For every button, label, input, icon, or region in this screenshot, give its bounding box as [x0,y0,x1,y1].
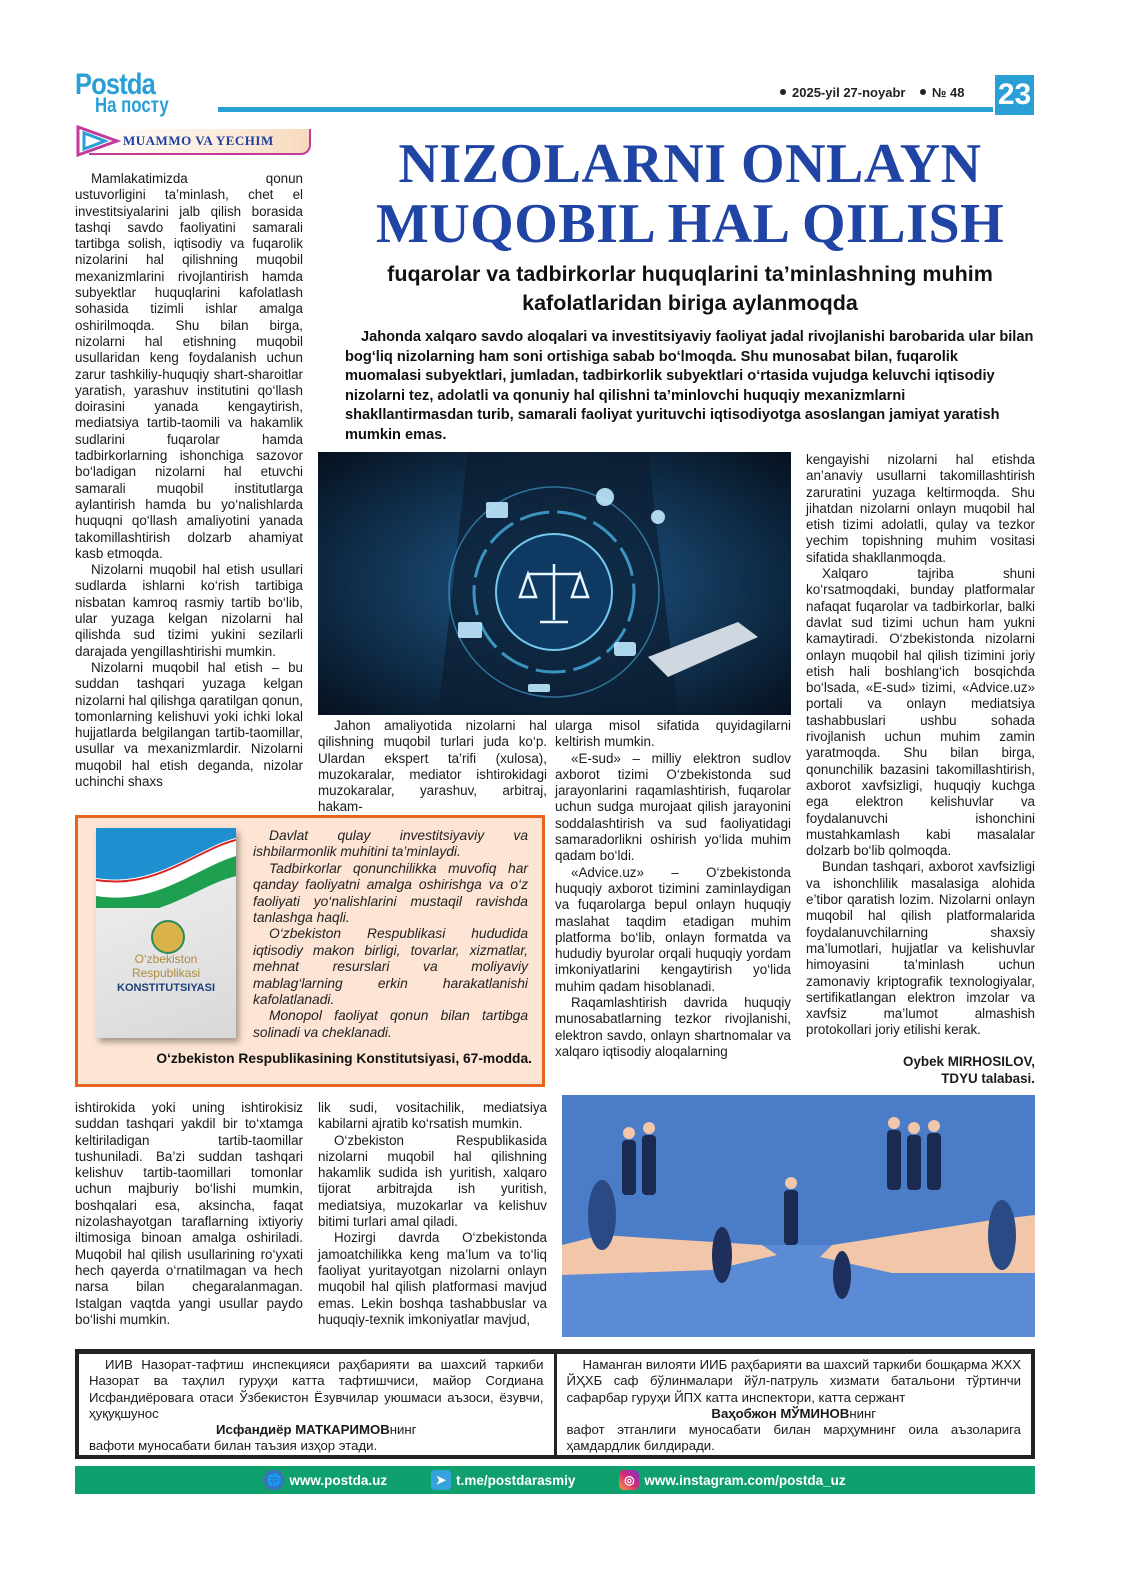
author-name: Oybek MIRHOSILOV, [903,1053,1035,1069]
paragraph: «Advice.uz» – O‘zbekistonda huquqiy axborot tizimini zaminlaydigan va fuqarolarga bepul onlayn huquqiy maslahat taqdim etadigan muhim platforma bo‘lib, onlayn formatda va hududiy byurolar orqali huquqiy yordam imkoniyatlarini kengaytirish yo‘lida muhim qadam hisoblanadi. [555,864,791,994]
state-emblem-icon [151,920,185,954]
instagram-icon: ◎ [619,1470,639,1490]
telegram-icon: ➤ [431,1470,451,1490]
paragraph: ishtirokida yoki uning ishtirokisiz suddan tashqari yakdil bir to‘xtamga keltiriladigan tartib-taomillar tushuniladi. Ba’zi suddan tashqari kelishuv tartib-taomillari tomonlar uchun majburiy bo‘lishi mumkin, boshqalari esa, aksincha, faqat nizolashayotgan taraflarning ixtiyoriy iltimosiga binoan amalga oshiriladi. Muqobil hal qilish usullarining ro‘yxati hech qayerda o‘rnatilmagan va hech narsa bilan chegaralanmagan. Istalgan vaqtda yangi usullar paydo bo‘lishi mumkin. [75,1100,303,1327]
globe-icon: 🌐 [264,1470,284,1490]
instagram-link[interactable] [619,1470,845,1490]
handshake-icon [596,488,614,506]
quote-text [253,828,528,1041]
quote-source: O‘zbekiston Respublikasining Konstitutsiyasi, 67-modda. [156,1051,532,1066]
obituary-left [79,1354,557,1455]
website-url[interactable]: www.postda.uz [289,1472,388,1488]
lead-paragraph [345,328,1035,446]
footer-bar [75,1466,1035,1494]
telegram-url[interactable]: t.me/postdarasmiy [456,1472,576,1488]
lead-text: Jahonda xalqaro savdo aloqalari va investitsiyaviy faoliyat jadal rivojlanishi barobarida ular bilan bog‘liq nizolarning ham soni ortishiga sabab bo‘lmoqda. Shu munosabat bilan, fuqarolik muomalasi subyektlari, jumladan, tadbirkorlik subyektlari o‘rtasida vujudga keluvchi iqtisodiy nizolarni tez, adolatli va qonuniy hal qilishni ta’minlovchi huquqiy mexanizmlarni shakllantirmasdan turib, samarali faoliyat yurituvchi iqtisodiyotga asoslangan jamiyat yaratish mumkin emas. [345,329,1034,443]
paragraph: «E-sud» – milliy elektron sudlov axborot tizimi O‘zbekistonda sud jarayonlarini raqamlashtirish, fuqarolar uchun sudga murojaat qilish jarayonini soddalashtirish va sud faoliyatidagi samaradorlikni oshirish yo‘lida muhim qadam bo‘ldi. [555,750,791,864]
chat-icon [614,642,636,656]
dateline [780,85,964,100]
headline-line2: MUQOBIL HAL QILISH [375,193,1005,255]
postda-logo [75,68,215,120]
headline [350,134,1030,254]
rubric [75,124,311,158]
obituary-closing: вафоти муносабати билан таъзия изҳор этади. [89,1438,378,1454]
name-suffix: нинг [389,1422,417,1438]
author-byline [806,1053,1035,1087]
uzbek-flag-icon [96,828,236,908]
name-suffix: нинг [849,1405,877,1421]
obituary-box [75,1349,1035,1459]
quote-paragraph: Monopol faoliyat qonun bilan tartibga solinadi va cheklanadi. [253,1008,528,1040]
obituary-right [557,1354,1032,1455]
article-column-6 [318,1100,547,1328]
constitution-quote-box [75,815,545,1087]
bullet-icon [780,89,786,95]
headline-line1: NIZOLARNI ONLAYN [398,133,982,195]
logo-line1: Postda [75,68,155,101]
tree-icon [833,1251,851,1299]
issue-date: 2025-yil 27-noyabr [792,85,906,100]
article-column-1 [75,171,303,790]
bullet-icon [920,89,926,95]
page-number: 23 [995,75,1034,115]
paragraph: Nizolarni muqobil hal etish – bu suddan tashqari yuzaga kelgan nizolarni hal qilishga qaratilgan qonun, tomonlarning kelishuvi yoki ichki lokal hujjatlarda belgilangan tartib-taomillar, usullar va mexanizmlardir. Nizolarni muqobil hal etish deganda, nizolar uchinchi shaxs [75,659,303,789]
paragraph: Bundan tashqari, axborot xavfsizligi va ishonchlilik masalasiga alohida e’tibor qaratish lozim. Nizolarni onlayn muqobil hal qilish platformalarida foydalanuvchilarning shaxsiy ma’lumotlari, hujjatlar va kelishuvlar himoyasini ta’minlash uchun zamonaviy kriptografik texnologiyalar, sertifikatlangan elektron imzolar va xavfsiz ma’lumot almashish protokollari joriy etilishi kerak. [806,859,1035,1038]
justice-technology-photo [318,452,791,715]
building-icon [486,502,508,518]
header-rule [218,107,993,112]
obituary-name [89,1422,544,1438]
book-title-line3: KONSTITUTSIYASI [117,982,215,994]
book-icon [458,622,482,638]
obituary-closing: вафот этганлиги муносабати билан марҳумнинг оила аъзоларига ҳамдардлик билдиради. [566,1422,1021,1454]
logo-line2: На посту [95,94,169,117]
paragraph: Jahon amaliyotida nizolarni hal qilishning muqobil turlari juda ko‘p. Ulardan ekspert ta’rifi (xulosa), muzokaralar, mediator ishtirokidagi muzokaralar, yarashuv, arbitraj, hakam- [318,718,547,815]
paragraph: Mamlakatimizda qonun ustuvorligini ta’minlash, chet el investitsiyalarini jalb qilish borasida tashqi savdo faoliyatini samarali tartibga solish, iqtisodiy va fuqarolik nizolarini hal qilishning muqobil mexanizmlarini rivojlantirish hamda subyektlar huquqlarini kafolatlash sohasida tizimli ishlar amalga oshirilmoqda. Shu bilan birga, nizolarni hal etishning muqobil usullaridan keng foydalanish uchun zarur tashkiliy-huquqiy shart-sharoitlar yaratish, yarashuv institutini qo‘llash doirasini yanada kengaytirish, mediatsiya tartib-taomili va hakamlik sudlarini fuqarolar hamda tadbirkorlarning ishonchiga sazovor bo‘ladigan nizolarni hal etuvchi samarali muqobil institutlarga aylantirish hamda bu yo‘nalishlarda huquqni qo‘llash amaliyotini yanada takomillashtirish dolzarb ahamiyat kasb etmoqda. [75,171,303,561]
instagram-url[interactable]: www.instagram.com/postda_uz [644,1472,846,1488]
paragraph: Nizolarni muqobil hal etish usullari sudlarda ishlarni ko‘rish tartibiga nisbatan kamroq rasmiy tartib bo‘lib, ular yuzaga kelgan nizolarni hal qilishda sud tizimi yukini sezilarli darajada yengillashtirishi mumkin. [75,562,303,659]
constitution-book-cover [96,828,236,1038]
obituary-text: ИИВ Назорат-тафтиш инспекцияси раҳбарияти ва шахсий таркиби Назорат ва таҳлил гуруҳи катта тафтишчиси, майор Согдиана Исфандиёровага отаси Ўзбекистон Ёзувчилар уюшмаси аъзоси, ёзувчи, ҳуқуқшунос [89,1357,544,1421]
paragraph: ularga misol sifatida quyidagilarni keltirish mumkin. [555,718,791,750]
quote-paragraph: Tadbirkorlar qonunchilikka muvofiq har qanday faoliyatni amalga oshirishga va o‘z faoliyati yo‘nalishlarini mustaqil ravishda tanlashga haqli. [253,860,528,926]
paragraph: Raqamlashtirish davrida huquqiy munosabatlarning tezkor rivojlanishi, elektron savdo, onlayn shartnomalar va xalqaro iqtisodiy aloqalarning [555,995,791,1059]
article-column-5 [75,1100,303,1328]
article-column-4 [806,452,1035,1087]
paragraph: kengayishi nizolarni hal etishda an’anaviy usullarni takomillashtirish zaruratini yuzaga keltirmoqda. Shu jihatdan nizolarni onlayn muqobil hal etish tizimi adolatli, qulay va tezkor yechim topishning muhim vositasi sifatida shakllanmoqda. [806,452,1035,565]
rubric-label: MUAMMO VA YECHIM [123,133,274,148]
issue-number: № 48 [931,85,965,100]
book-title-line1: O‘zbekiston [134,952,198,966]
book-title-line2: Respublikasi [131,966,201,980]
deceased-name: Ваҳобжон МЎМИНОВ [711,1405,850,1421]
article-column-3 [555,718,791,1060]
website-link[interactable] [264,1470,387,1490]
paragraph: lik sudi, vositachilik, mediatsiya kabilarni ajratib ko‘rsatish mumkin. [318,1100,547,1132]
paragraph: Xalqaro tajriba shuni ko‘rsatmoqdaki, bunday platformalar nafaqat fuqarolar va tadbirkorlar, balki davlat sud tizimi uchun ham yukni kamaytiradi. O‘zbekistonda nizolarni onlayn muqobil hal qilish tizimini joriy etish hali boshlang‘ich bosqichda bo‘lsada, «E-sud» tizimi, «Advice.uz» portali va onlayn mediatsiya tashabbuslari ushbu sohada rivojlanish uchun muhim zamin yaratmoqda. Shu bilan birga, qonunchilik bazasini takomillashtirish, axborot xavfsizligi, huquqiy kuchga ega elektron kelishuvlar va foydalanuvchi ishonchini mustahkamlash kabi masalalar dolzarb bo‘lib qolmoqda. [806,566,1035,859]
author-title: TDYU talabasi. [941,1070,1035,1086]
triangle-arrow-icon [75,124,121,158]
quote-paragraph: Davlat qulay investitsiyaviy va ishbilarmonlik muhitini ta’minlaydi. [253,828,528,860]
telegram-link[interactable] [431,1470,575,1490]
article-column-2 [318,718,547,816]
tree-icon [712,1227,732,1283]
subheadline: fuqarolar va tadbirkorlar huquqlarini ta’minlashning muhim kafolatlaridan biriga aylanmoqda [387,262,993,315]
person-icon [651,510,665,524]
paragraph: Hozirgi davrda O‘zbekistonda jamoatchilikka keng ma’lum va to‘liq faoliyat yuritayotgan nizolarni onlayn muqobil hal qilish platformasi mavjud emas. Lekin boshqa tashabbuslar va huquqiy-texnik imkoniyatlar mavjud, [318,1230,547,1327]
quote-paragraph: O‘zbekiston Respublikasi hududida iqtisodiy makon birligi, tovarlar, xizmatlar, mehnat resurslari va moliyaviy mablag‘larning erkin harakatlanishi kafolatlanadi. [253,926,528,1008]
deceased-name: Исфандиёр МАТКАРИМОВ [216,1422,390,1438]
paragraph: O‘zbekiston Respublikasida nizolarni muqobil hal qilishning hakamlik sudida ish yuritish, xalqaro tijorat arbitrajda ish yuritish, mediatsiya, muzokarlar va kelishuv bitimi turlari amal qiladi. [318,1132,547,1230]
gavel-icon [528,684,550,692]
obituary-text: Наманган вилояти ИИБ раҳбарияти ва шахсий таркиби бошқарма ЖХХ ЙҲХБ саф бўлинмалари йўл-патруль хизмати батальони тўртинчи сафарбар гуруҳи ЙПХ катта инспектори, катта сержант [566,1357,1021,1405]
obituary-name [567,1406,1022,1422]
mediation-illustration [562,1095,1035,1337]
